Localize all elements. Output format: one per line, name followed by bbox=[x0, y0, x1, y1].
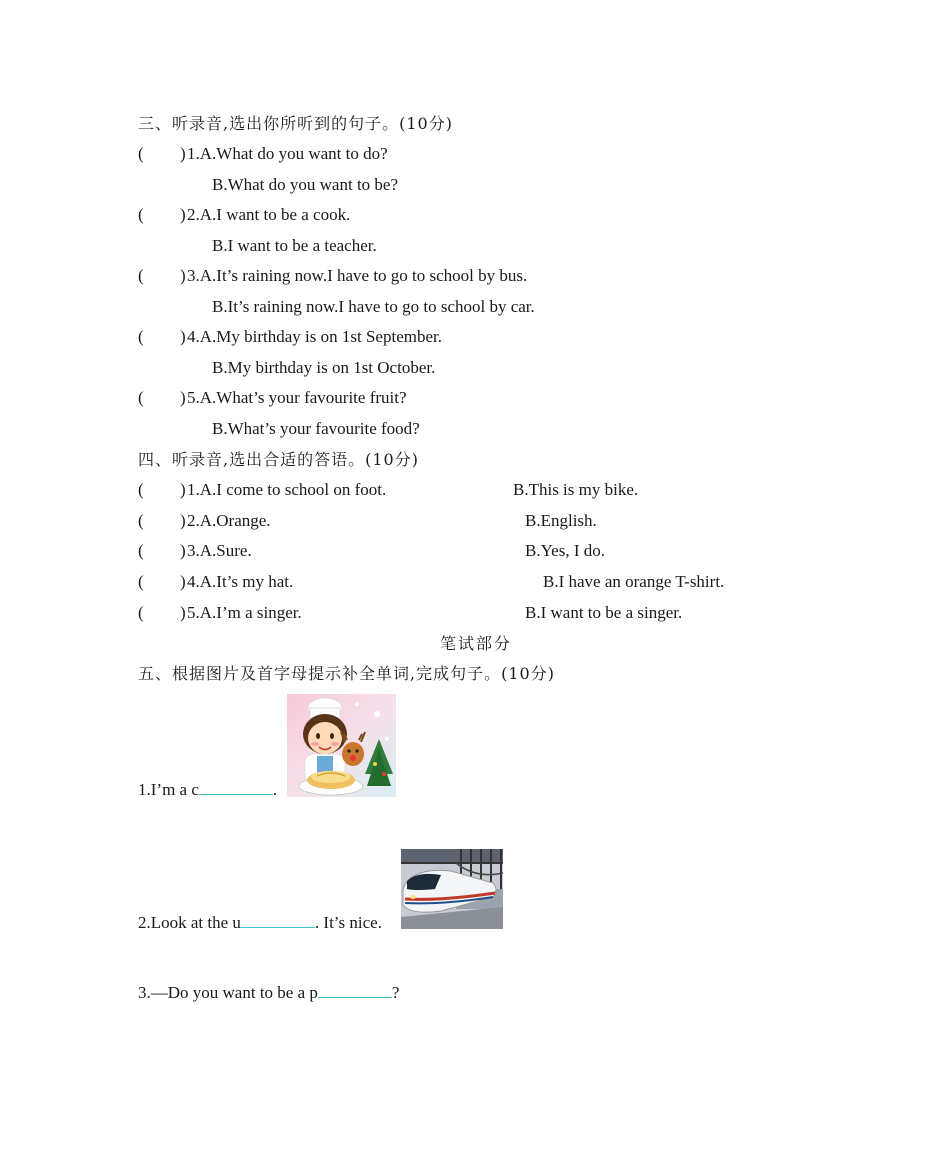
option-a: 4.A.My birthday is on 1st September. bbox=[187, 327, 442, 346]
option-b: B.What’s your favourite food? bbox=[212, 419, 420, 438]
option-b: B.English. bbox=[525, 511, 597, 530]
option-a: 5.A.I’m a singer. bbox=[187, 603, 302, 622]
question-3 bbox=[138, 982, 399, 1004]
answer-paren-close: ) bbox=[180, 603, 186, 622]
section-5-heading: 五、根据图片及首字母提示补全单词,完成句子。(10分) bbox=[138, 664, 555, 683]
question-1-suffix: . bbox=[272, 780, 278, 799]
question-2 bbox=[138, 912, 382, 934]
answer-paren-open: ( bbox=[138, 480, 144, 499]
option-b: B.What do you want to be? bbox=[212, 175, 399, 194]
option-a: 1.A.I come to school on foot. bbox=[187, 480, 387, 499]
answer-paren-open: ( bbox=[138, 603, 144, 622]
cook-girl-picture bbox=[287, 694, 396, 797]
answer-paren-close: ) bbox=[180, 388, 186, 407]
question-2-suffix: . It’s nice. bbox=[314, 913, 382, 932]
question-3-suffix: ? bbox=[391, 983, 400, 1002]
question-3-prefix: 3.—Do you want to be a p bbox=[138, 983, 318, 1002]
question-2-prefix: 2.Look at the u bbox=[138, 913, 241, 932]
answer-paren-close: ) bbox=[180, 327, 186, 346]
answer-paren-open: ( bbox=[138, 327, 144, 346]
question-1 bbox=[138, 779, 277, 801]
option-a: 1.A.What do you want to do? bbox=[187, 144, 388, 163]
section-4-heading: 四、听录音,选出合适的答语。(10分) bbox=[138, 450, 419, 469]
answer-blank[interactable] bbox=[241, 913, 315, 928]
answer-paren-close: ) bbox=[180, 266, 186, 285]
written-part-title: 笔试部分 bbox=[440, 634, 513, 653]
option-b: B.My birthday is on 1st October. bbox=[212, 358, 436, 377]
answer-paren-close: ) bbox=[180, 480, 186, 499]
answer-paren-open: ( bbox=[138, 144, 144, 163]
train-picture bbox=[401, 849, 503, 929]
option-b: B.Yes, I do. bbox=[525, 541, 605, 560]
option-b: B.It’s raining now.I have to go to school by car. bbox=[212, 297, 535, 316]
answer-paren-open: ( bbox=[138, 541, 144, 560]
answer-paren-open: ( bbox=[138, 572, 144, 591]
option-b: B.This is my bike. bbox=[513, 480, 639, 499]
option-a: 2.A.I want to be a cook. bbox=[187, 205, 351, 224]
option-b: B.I want to be a singer. bbox=[525, 603, 683, 622]
option-b: B.I have an orange T-shirt. bbox=[543, 572, 725, 591]
option-a: 3.A.It’s raining now.I have to go to school by bus. bbox=[187, 266, 528, 285]
answer-paren-open: ( bbox=[138, 511, 144, 530]
answer-paren-close: ) bbox=[180, 511, 186, 530]
answer-paren-close: ) bbox=[180, 572, 186, 591]
answer-paren-close: ) bbox=[180, 541, 186, 560]
answer-paren-open: ( bbox=[138, 388, 144, 407]
answer-paren-close: ) bbox=[180, 144, 186, 163]
question-1-prefix: 1.I’m a c bbox=[138, 780, 199, 799]
option-a: 3.A.Sure. bbox=[187, 541, 252, 560]
answer-paren-open: ( bbox=[138, 205, 144, 224]
option-a: 5.A.What’s your favourite fruit? bbox=[187, 388, 407, 407]
option-b: B.I want to be a teacher. bbox=[212, 236, 377, 255]
section-3-heading: 三、听录音,选出你所听到的句子。(10分) bbox=[138, 114, 453, 133]
answer-paren-close: ) bbox=[180, 205, 186, 224]
answer-paren-open: ( bbox=[138, 266, 144, 285]
option-a: 2.A.Orange. bbox=[187, 511, 271, 530]
option-a: 4.A.It’s my hat. bbox=[187, 572, 294, 591]
answer-blank[interactable] bbox=[199, 780, 273, 795]
answer-blank[interactable] bbox=[318, 983, 392, 998]
